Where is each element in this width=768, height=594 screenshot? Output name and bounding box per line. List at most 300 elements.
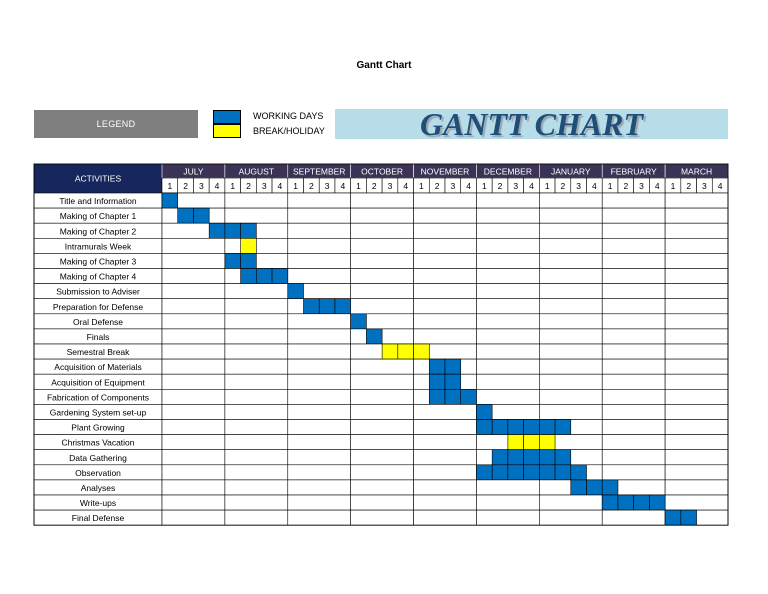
month-grid-cell: [602, 359, 665, 374]
month-grid-cell: [162, 435, 225, 450]
working-day-block: [539, 465, 555, 480]
legend-label: LEGEND: [34, 110, 198, 138]
week-label: 3: [576, 181, 582, 191]
month-grid-cell: [225, 450, 288, 465]
week-label: 2: [497, 181, 503, 191]
working-day-block: [162, 193, 178, 208]
month-grid-cell: [414, 435, 477, 450]
activities-header: ACTIVITIES: [74, 173, 122, 184]
working-day-block: [319, 299, 335, 314]
working-day-block: [634, 495, 650, 510]
month-grid-cell: [602, 193, 665, 208]
month-grid-cell: [539, 510, 602, 525]
month-grid-cell: [162, 420, 225, 435]
month-label: JULY: [183, 166, 204, 177]
month-grid-cell: [539, 314, 602, 329]
working-day-block: [649, 495, 665, 510]
month-grid-cell: [665, 269, 728, 284]
working-days-label: WORKING DAYS: [253, 111, 324, 121]
month-grid-cell: [476, 389, 539, 404]
month-grid-cell: [476, 253, 539, 268]
activity-label: Making of Chapter 4: [59, 271, 137, 282]
month-grid-cell: [602, 238, 665, 253]
working-day-block: [539, 450, 555, 465]
week-label: 2: [560, 181, 566, 191]
month-grid-cell: [351, 208, 414, 223]
month-grid-cell: [414, 510, 477, 525]
month-grid-cell: [351, 450, 414, 465]
month-grid-cell: [414, 480, 477, 495]
working-day-block: [241, 269, 257, 284]
working-day-block: [539, 420, 555, 435]
working-day-block: [304, 299, 320, 314]
month-grid-cell: [414, 299, 477, 314]
working-day-block: [665, 510, 681, 525]
page-title: Gantt Chart: [356, 60, 412, 71]
month-grid-cell: [476, 238, 539, 253]
month-grid-cell: [288, 269, 351, 284]
break-holiday-block: [414, 344, 430, 359]
month-grid-cell: [476, 284, 539, 299]
month-grid-cell: [162, 374, 225, 389]
month-grid-cell: [665, 480, 728, 495]
month-grid-cell: [414, 223, 477, 238]
week-label: 1: [670, 181, 676, 191]
month-grid-cell: [225, 510, 288, 525]
working-day-block: [524, 450, 540, 465]
break-holiday-block: [524, 435, 540, 450]
week-label: 4: [214, 181, 220, 191]
month-grid-cell: [476, 299, 539, 314]
week-label: 4: [591, 181, 597, 191]
week-label: 1: [230, 181, 236, 191]
activity-label: Christmas Vacation: [61, 437, 135, 448]
month-grid-cell: [288, 465, 351, 480]
month-grid-cell: [162, 404, 225, 419]
month-grid-cell: [665, 404, 728, 419]
month-grid-cell: [476, 223, 539, 238]
week-label: 1: [544, 181, 550, 191]
working-day-block: [272, 269, 288, 284]
month-grid-cell: [602, 389, 665, 404]
working-day-block: [429, 374, 445, 389]
break-holiday-block: [382, 344, 398, 359]
month-grid-cell: [602, 435, 665, 450]
month-grid-cell: [351, 299, 414, 314]
month-grid-cell: [476, 344, 539, 359]
working-day-block: [445, 374, 461, 389]
month-grid-cell: [414, 329, 477, 344]
month-label: DECEMBER: [483, 166, 532, 177]
month-grid-cell: [288, 344, 351, 359]
week-label: 4: [717, 181, 723, 191]
activity-label: Analyses: [80, 482, 116, 493]
month-grid-cell: [665, 314, 728, 329]
working-day-block: [602, 495, 618, 510]
week-label: 2: [308, 181, 314, 191]
month-grid-cell: [225, 480, 288, 495]
month-grid-cell: [539, 193, 602, 208]
month-grid-cell: [225, 495, 288, 510]
working-day-block: [429, 359, 445, 374]
month-grid-cell: [225, 208, 288, 223]
month-grid-cell: [162, 344, 225, 359]
month-grid-cell: [602, 450, 665, 465]
working-day-block: [602, 480, 618, 495]
month-grid-cell: [414, 269, 477, 284]
month-grid-cell: [351, 374, 414, 389]
month-grid-cell: [225, 314, 288, 329]
working-day-block: [492, 465, 508, 480]
month-grid-cell: [225, 299, 288, 314]
month-grid-cell: [665, 465, 728, 480]
week-label: 1: [167, 181, 173, 191]
month-grid-cell: [665, 193, 728, 208]
month-grid-cell: [602, 329, 665, 344]
working-day-block: [461, 389, 477, 404]
month-label: NOVEMBER: [420, 166, 470, 177]
month-grid-cell: [602, 374, 665, 389]
month-grid-cell: [665, 495, 728, 510]
month-grid-cell: [476, 314, 539, 329]
month-grid-cell: [162, 450, 225, 465]
activity-label: Oral Defense: [72, 316, 124, 327]
month-grid-cell: [414, 193, 477, 208]
week-label: 3: [261, 181, 267, 191]
working-day-block: [351, 314, 367, 329]
working-day-block: [193, 208, 209, 223]
activity-label: Write-ups: [79, 498, 117, 509]
working-day-block: [492, 420, 508, 435]
week-label: 3: [450, 181, 456, 191]
working-day-block: [178, 208, 194, 223]
month-grid-cell: [414, 420, 477, 435]
month-grid-cell: [414, 495, 477, 510]
month-grid-cell: [288, 329, 351, 344]
month-grid-cell: [225, 329, 288, 344]
week-label: 4: [466, 181, 471, 191]
month-grid-cell: [288, 253, 351, 268]
month-grid-cell: [476, 208, 539, 223]
month-grid-cell: [539, 269, 602, 284]
week-label: 4: [654, 181, 660, 191]
month-grid-cell: [539, 253, 602, 268]
month-grid-cell: [162, 284, 225, 299]
working-day-block: [681, 510, 697, 525]
month-label: SEPTEMBER: [293, 166, 346, 177]
month-grid-cell: [162, 389, 225, 404]
working-day-block: [335, 299, 351, 314]
month-grid-cell: [225, 284, 288, 299]
month-grid-cell: [602, 465, 665, 480]
break-holiday-label: BREAK/HOLIDAY: [253, 126, 325, 136]
month-grid-cell: [602, 404, 665, 419]
month-grid-cell: [665, 420, 728, 435]
month-grid-cell: [602, 284, 665, 299]
month-grid-cell: [288, 389, 351, 404]
month-grid-cell: [476, 329, 539, 344]
month-grid-cell: [225, 374, 288, 389]
month-grid-cell: [665, 284, 728, 299]
month-grid-cell: [288, 420, 351, 435]
month-grid-cell: [414, 284, 477, 299]
month-grid-cell: [288, 435, 351, 450]
month-grid-cell: [351, 480, 414, 495]
month-grid-cell: [351, 420, 414, 435]
working-day-block: [429, 389, 445, 404]
month-grid-cell: [665, 435, 728, 450]
month-grid-cell: [288, 223, 351, 238]
working-day-block: [225, 223, 241, 238]
month-grid-cell: [539, 223, 602, 238]
month-grid-cell: [665, 450, 728, 465]
activity-label: Acquisition of Equipment: [51, 377, 145, 388]
working-day-block: [256, 269, 272, 284]
activity-label: Submission to Adviser: [56, 286, 140, 297]
week-label: 1: [356, 181, 361, 191]
activity-label: Making of Chapter 2: [59, 226, 137, 237]
month-label: JANUARY: [551, 166, 591, 177]
week-label: 1: [293, 181, 299, 191]
week-label: 1: [481, 181, 487, 191]
working-day-block: [476, 404, 492, 419]
month-grid-cell: [476, 193, 539, 208]
month-grid-cell: [225, 389, 288, 404]
month-grid-cell: [351, 269, 414, 284]
month-grid-cell: [414, 450, 477, 465]
month-grid-cell: [162, 465, 225, 480]
break-holiday-block: [241, 238, 257, 253]
month-grid-cell: [162, 238, 225, 253]
month-grid-cell: [351, 404, 414, 419]
month-grid-cell: [602, 299, 665, 314]
working-day-block: [209, 223, 225, 238]
month-grid-cell: [351, 284, 414, 299]
month-grid-cell: [351, 510, 414, 525]
activity-label: Plant Growing: [71, 422, 125, 433]
working-day-block: [366, 329, 382, 344]
activity-label: Title and Information: [59, 196, 137, 207]
month-grid-cell: [539, 238, 602, 253]
break-holiday-block: [398, 344, 414, 359]
month-grid-cell: [351, 359, 414, 374]
month-grid-cell: [539, 359, 602, 374]
month-grid-cell: [225, 435, 288, 450]
week-label: 3: [513, 181, 519, 191]
month-grid-cell: [351, 495, 414, 510]
break-holiday-block: [539, 435, 555, 450]
month-grid-cell: [665, 344, 728, 359]
working-day-block: [241, 253, 257, 268]
month-grid-cell: [665, 299, 728, 314]
month-grid-cell: [665, 329, 728, 344]
month-grid-cell: [225, 344, 288, 359]
week-label: 4: [403, 181, 409, 191]
month-grid-cell: [288, 404, 351, 419]
month-grid-cell: [162, 510, 225, 525]
week-label: 4: [340, 181, 346, 191]
month-grid-cell: [351, 465, 414, 480]
working-day-block: [571, 465, 587, 480]
month-grid-cell: [476, 495, 539, 510]
month-grid-cell: [351, 223, 414, 238]
working-day-block: [555, 420, 571, 435]
month-grid-cell: [539, 374, 602, 389]
month-grid-cell: [539, 284, 602, 299]
working-day-block: [508, 465, 524, 480]
month-grid-cell: [539, 208, 602, 223]
month-grid-cell: [539, 389, 602, 404]
working-day-block: [508, 450, 524, 465]
month-grid-cell: [162, 269, 225, 284]
month-grid-cell: [665, 208, 728, 223]
week-label: 2: [246, 181, 251, 191]
month-grid-cell: [665, 238, 728, 253]
month-grid-cell: [162, 480, 225, 495]
month-grid-cell: [162, 299, 225, 314]
activity-label: Semestral Break: [66, 347, 130, 358]
activity-label: Intramurals Week: [64, 241, 132, 252]
month-grid-cell: [162, 359, 225, 374]
month-grid-cell: [665, 374, 728, 389]
month-grid-cell: [225, 465, 288, 480]
week-label: 4: [277, 181, 283, 191]
working-day-block: [555, 465, 571, 480]
week-label: 3: [198, 181, 204, 191]
gantt-banner-title: GANTT CHART: [419, 106, 644, 142]
month-label: MARCH: [680, 166, 713, 177]
month-grid-cell: [602, 314, 665, 329]
week-label: 1: [607, 181, 613, 191]
activity-label: Making of Chapter 3: [59, 256, 137, 267]
working-day-block: [618, 495, 634, 510]
activity-label: Data Gathering: [69, 452, 127, 463]
month-grid-cell: [602, 253, 665, 268]
working-day-block: [288, 284, 304, 299]
month-grid-cell: [539, 329, 602, 344]
week-label: 3: [387, 181, 393, 191]
month-grid-cell: [414, 253, 477, 268]
month-grid-cell: [414, 465, 477, 480]
month-grid-cell: [476, 480, 539, 495]
working-day-block: [587, 480, 603, 495]
month-grid-cell: [602, 510, 665, 525]
month-grid-cell: [665, 253, 728, 268]
month-grid-cell: [476, 269, 539, 284]
month-grid-cell: [602, 344, 665, 359]
week-label: 4: [529, 181, 534, 191]
month-grid-cell: [476, 510, 539, 525]
activity-label: Observation: [75, 467, 121, 478]
week-label: 3: [639, 181, 644, 191]
working-day-block: [508, 420, 524, 435]
working-day-block: [524, 420, 540, 435]
month-grid-cell: [288, 510, 351, 525]
month-grid-cell: [225, 359, 288, 374]
activity-label: Final Defense: [71, 513, 125, 524]
month-grid-cell: [351, 193, 414, 208]
month-grid-cell: [288, 238, 351, 253]
month-grid-cell: [162, 329, 225, 344]
week-label: 2: [183, 181, 188, 191]
month-grid-cell: [539, 299, 602, 314]
working-day-block: [445, 389, 461, 404]
month-grid-cell: [225, 193, 288, 208]
month-grid-cell: [602, 269, 665, 284]
month-grid-cell: [476, 359, 539, 374]
working-day-block: [445, 359, 461, 374]
month-grid-cell: [414, 314, 477, 329]
month-label: AUGUST: [238, 166, 275, 177]
working-day-block: [241, 223, 257, 238]
month-grid-cell: [351, 253, 414, 268]
month-grid-cell: [225, 420, 288, 435]
month-grid-cell: [162, 253, 225, 268]
working-day-block: [571, 480, 587, 495]
month-grid-cell: [414, 238, 477, 253]
activity-label: Preparation for Defense: [52, 301, 144, 312]
month-grid-cell: [665, 359, 728, 374]
week-label: 3: [324, 181, 330, 191]
month-grid-cell: [539, 495, 602, 510]
month-grid-cell: [414, 208, 477, 223]
month-grid-cell: [288, 314, 351, 329]
working-day-block: [476, 420, 492, 435]
month-grid-cell: [602, 223, 665, 238]
month-grid-cell: [288, 480, 351, 495]
working-day-block: [524, 465, 540, 480]
activity-label: Finals: [86, 331, 110, 342]
working-day-block: [225, 253, 241, 268]
break-holiday-block: [508, 435, 524, 450]
activity-label: Making of Chapter 1: [59, 211, 137, 222]
month-grid-cell: [288, 359, 351, 374]
working-day-block: [476, 465, 492, 480]
month-grid-cell: [288, 450, 351, 465]
month-grid-cell: [602, 420, 665, 435]
month-grid-cell: [665, 389, 728, 404]
week-label: 1: [419, 181, 424, 191]
month-grid-cell: [288, 374, 351, 389]
week-label: 2: [623, 181, 629, 191]
month-grid-cell: [351, 389, 414, 404]
week-label: 3: [702, 181, 707, 191]
month-label: OCTOBER: [361, 166, 404, 177]
month-grid-cell: [539, 404, 602, 419]
activity-label: Gardening System set-up: [49, 407, 147, 418]
week-label: 2: [686, 181, 692, 191]
month-grid-cell: [162, 314, 225, 329]
activity-label: Acquisition of Materials: [54, 362, 142, 373]
week-label: 2: [371, 181, 377, 191]
month-grid-cell: [162, 495, 225, 510]
month-grid-cell: [665, 223, 728, 238]
month-grid-cell: [539, 344, 602, 359]
month-grid-cell: [351, 238, 414, 253]
month-grid-cell: [351, 435, 414, 450]
month-grid-cell: [288, 495, 351, 510]
month-grid-cell: [602, 208, 665, 223]
month-grid-cell: [225, 404, 288, 419]
month-grid-cell: [288, 193, 351, 208]
month-grid-cell: [288, 208, 351, 223]
working-day-block: [492, 450, 508, 465]
month-grid-cell: [414, 404, 477, 419]
working-day-block: [555, 450, 571, 465]
activity-label: Fabrication of Components: [46, 392, 150, 403]
month-grid-cell: [476, 374, 539, 389]
week-label: 2: [434, 181, 440, 191]
